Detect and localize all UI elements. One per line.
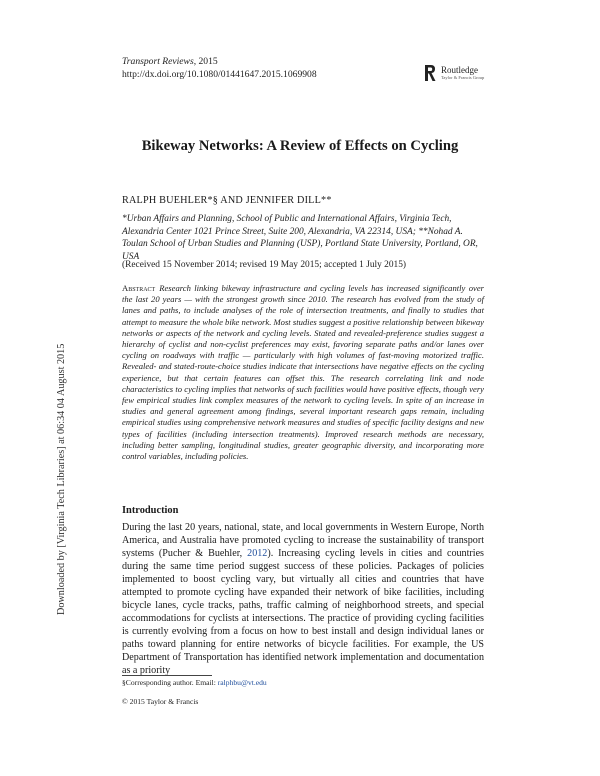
- paper-title: Bikeway Networks: A Review of Effects on Cycling: [141, 138, 459, 154]
- abstract-text: Research linking bikeway infrastructure and cycling levels has increased significantly over the last 20 years — with the strongest growth since 2010. The research has evolved from the study of lanes and paths, to include analyses of the role of intersection treatments, and finally to studies that attempt to measure the whole bike network. Most studies suggest a positive relationship between bikeway networks or aspects of the network and cycling levels. Stated and revealed-preference studies suggest a hierarchy of cyclist and non-cyclist preferences may exist, favoring separate paths and/or lanes over cycling on roadways with traffic — particularly with high volumes of fast-moving motorized traffic. Revealed- and stated-route-choice studies indicate that intersections have negative effects on the cycling experience, but that certain features can offset this. The research correlating link and node characteristics to cycling implies that networks of such facilities would have positive effects, though very few empirical studies link complex measures of the network to cycling levels. In spite of an increase in studies and general agreement among findings, several important research gaps remain, including empirical studies using comprehensive network measures and studies of specific facility designs and new types of facilities (including intersection treatments). Improved research methods are necessary, including better sampling, longitudinal studies, greater geographic diversity, and incorporating more control variables, including policies.: [122, 283, 484, 462]
- routledge-logo-icon: [424, 64, 437, 82]
- download-watermark: Downloaded by [Virginia Tech Libraries] at 06:34 04 August 2015: [56, 343, 67, 615]
- publisher-logo: [424, 64, 500, 84]
- citation-link[interactable]: 2012: [247, 548, 268, 559]
- publisher-name: Routledge: [441, 65, 478, 75]
- footnote-divider: [122, 675, 212, 676]
- intro-paragraph: [122, 521, 484, 677]
- doi-link[interactable]: http://dx.doi.org/10.1080/01441647.2015.1069908: [122, 68, 317, 80]
- received-dates: (Received 15 November 2014; revised 19 May 2015; accepted 1 July 2015): [122, 260, 407, 270]
- copyright-notice: © 2015 Taylor & Francis: [122, 697, 199, 706]
- abstract-label: Abstract: [122, 283, 156, 293]
- abstract: [122, 283, 484, 462]
- journal-header: [122, 56, 317, 81]
- journal-name: Transport Reviews: [122, 56, 194, 67]
- journal-year: , 2015: [193, 56, 218, 67]
- intro-text-part2: ). Increasing cycling levels in cities and countries during the same time period suggest success of these policies. Packages of policies implemented to boost cycling vary, but virtually all cities and countries that have attempted to promote cycling have expanded their network of bike facilities, including bicycle lanes, cycle tracks, paths, traffic calming of neighborhood streets, and special accommodations for cyclists at intersections. The practice of providing cycling facilities is currently evolving from a focus on how to best install and design individual lanes or paths toward planning for entire networks of bicycle facilities. For example, the US Department of Transportation has identified network implementation and documentation as a priority: [122, 548, 484, 676]
- affiliations: *Urban Affairs and Planning, School of Public and International Affairs, Virginia Tech, Alexandria Center 1021 Prince Street, Suite 200, Alexandria, VA 22314, USA; **Nohad A. Toulan School of Urban Studies and Planning (USP), Portland State University, Portland, OR, USA: [122, 214, 478, 262]
- footnote: [122, 678, 267, 687]
- footnote-text: §Corresponding author. Email:: [122, 678, 218, 687]
- author-list: RALPH BUEHLER*§ AND JENNIFER DILL**: [122, 195, 332, 206]
- intro-text-part1: During the last 20 years, national, state, and local governments in Western Europe, North America, and Australia have promoted cycling to increase the sustainability of transport systems (Pucher & Buehler,: [122, 522, 484, 559]
- publisher-subname: Taylor & Francis Group: [441, 75, 485, 80]
- section-heading: Introduction: [122, 505, 179, 516]
- email-link[interactable]: ralphbu@vt.edu: [217, 678, 267, 687]
